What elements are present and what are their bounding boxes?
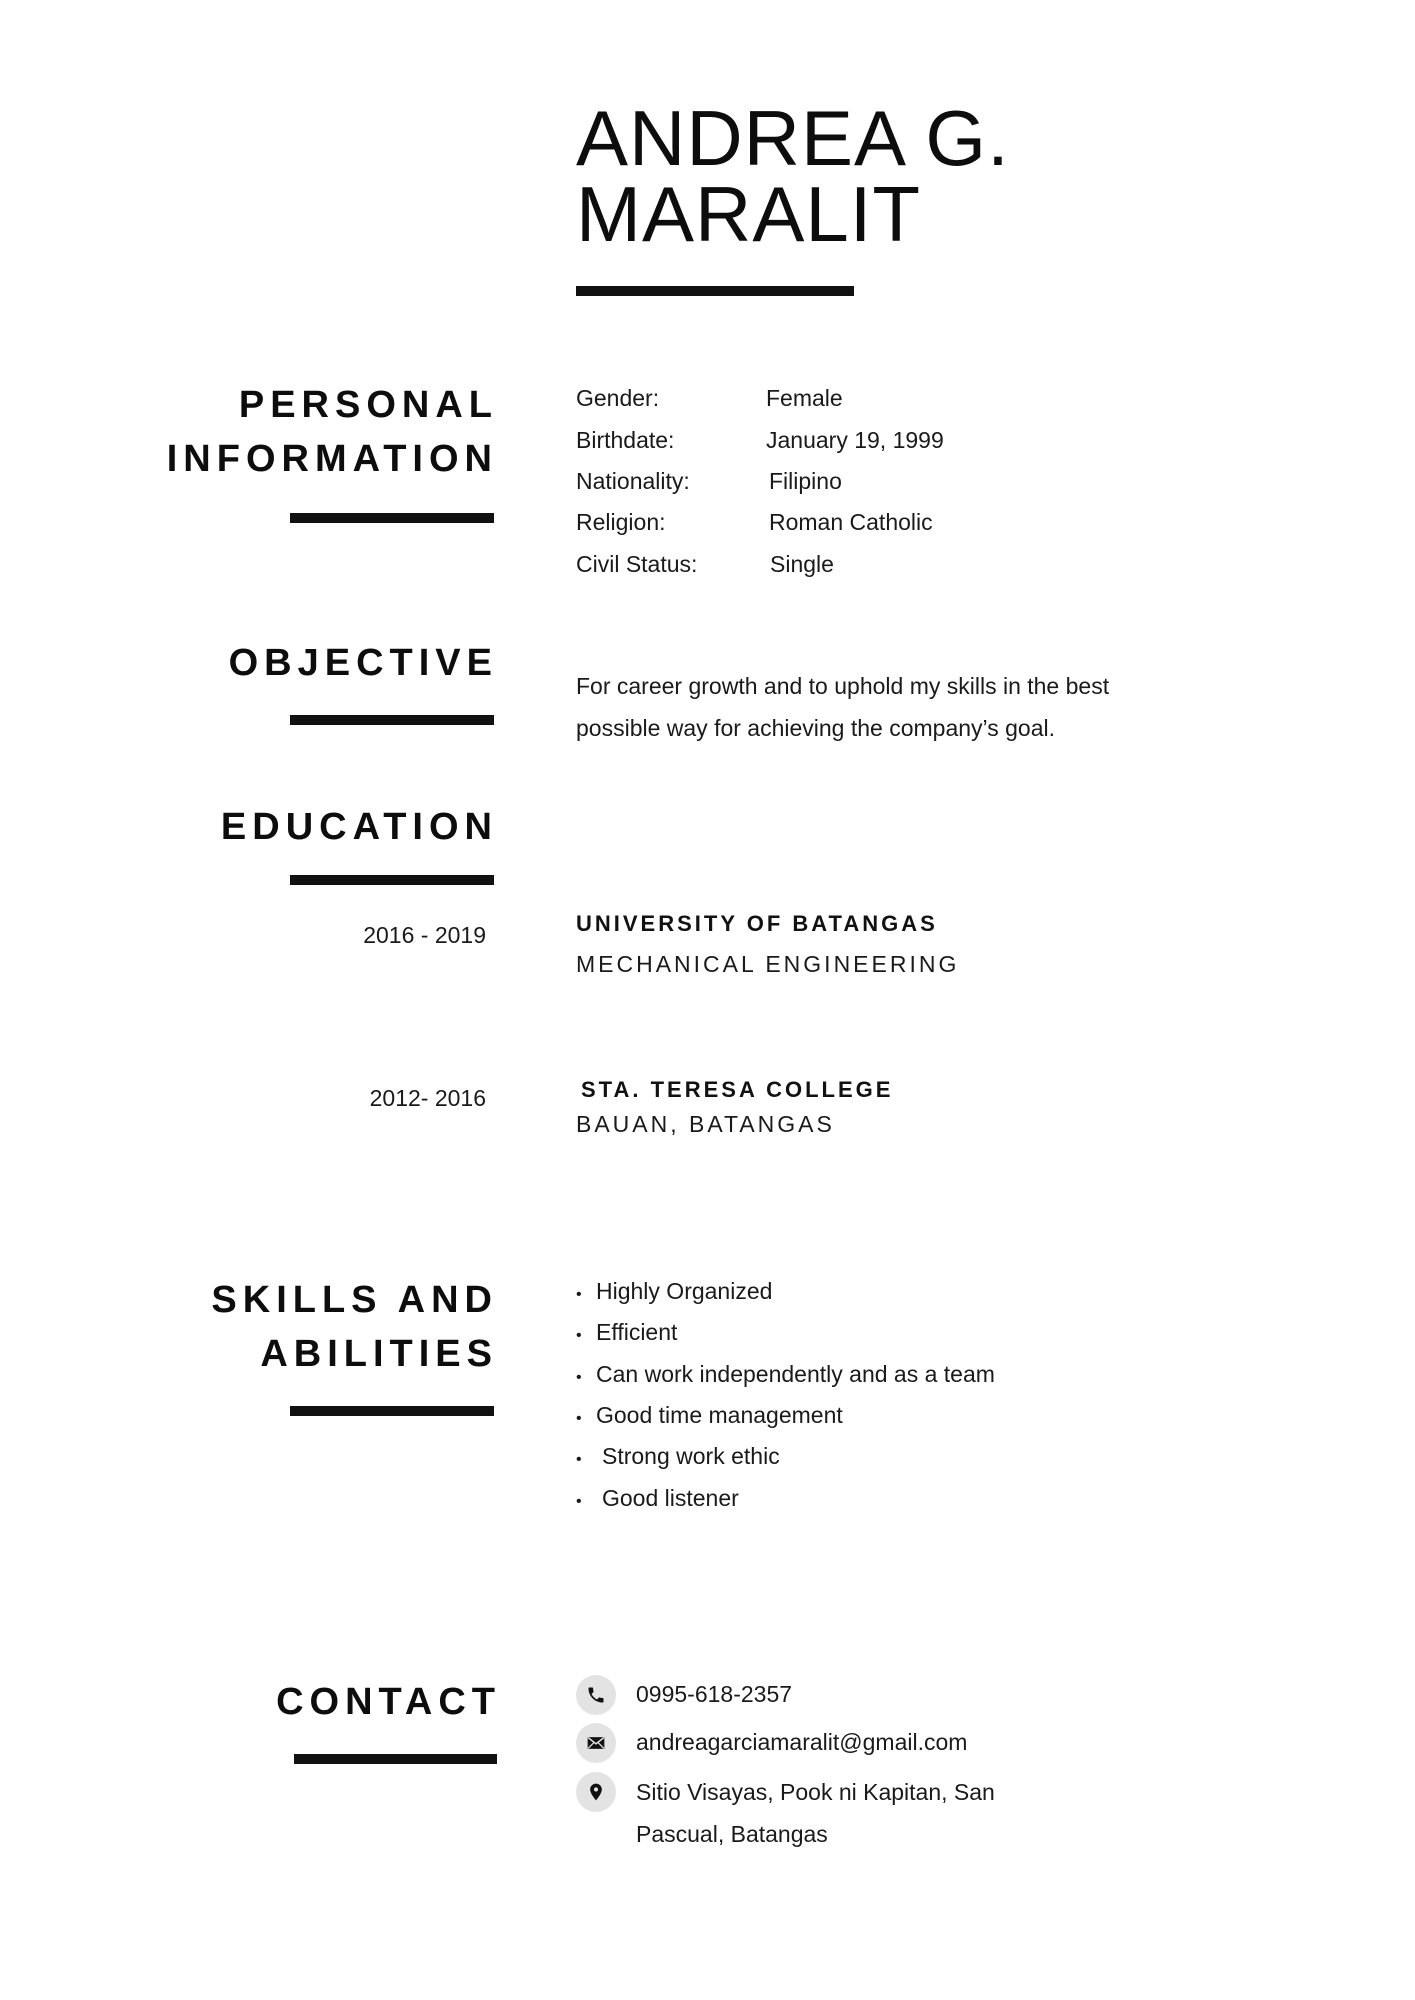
mail-icon xyxy=(576,1723,616,1763)
education-program: MECHANICAL ENGINEERING xyxy=(576,951,960,977)
info-label: Civil Status: xyxy=(576,551,698,577)
name-line-1: ANDREA G. xyxy=(576,94,1010,182)
personal-info-heading: PERSONAL INFORMATION xyxy=(166,384,498,480)
info-value: Roman Catholic xyxy=(769,509,933,535)
resume-name xyxy=(576,94,1336,258)
info-label: Religion: xyxy=(576,509,666,535)
phone-icon xyxy=(576,1675,616,1715)
education-years: 2012- 2016 xyxy=(369,1085,486,1111)
objective-line-2: possible way for achieving the company’s goal. xyxy=(576,715,1056,741)
contact-heading: CONTACT xyxy=(276,1681,501,1723)
name-line-2: MARALIT xyxy=(576,170,922,258)
info-value: Single xyxy=(770,551,834,577)
info-value: Filipino xyxy=(769,468,842,494)
skill-item: • Efficient xyxy=(576,1319,678,1345)
info-label: Gender: xyxy=(576,385,660,411)
objective-heading: OBJECTIVE xyxy=(228,642,498,684)
personal-info-underline xyxy=(290,513,494,523)
info-label: Nationality: xyxy=(576,468,690,494)
education-school: STA. TERESA COLLEGE xyxy=(581,1077,894,1102)
address-line-2: Pascual, Batangas xyxy=(636,1821,828,1847)
objective-underline xyxy=(290,715,494,725)
bullet: • xyxy=(576,1369,582,1386)
objective-line-1: For career growth and to uphold my skills in the best xyxy=(576,673,1110,699)
bullet: • xyxy=(576,1286,582,1303)
contact-phone: 0995-618-2357 xyxy=(636,1681,793,1707)
skill-item: • Good listener xyxy=(576,1485,739,1511)
skill-item: • Good time management xyxy=(576,1402,843,1428)
location-pin-icon xyxy=(576,1772,616,1812)
contact-underline xyxy=(294,1754,497,1764)
info-value: January 19, 1999 xyxy=(766,427,944,453)
education-school: UNIVERSITY OF BATANGAS xyxy=(576,911,938,936)
name-underline xyxy=(576,286,854,296)
skill-item: • Can work independently and as a team xyxy=(576,1361,995,1387)
skills-heading: SKILLS AND ABILITIES xyxy=(211,1279,498,1375)
education-years: 2016 - 2019 xyxy=(363,922,486,948)
bullet: • xyxy=(576,1493,582,1510)
bullet: • xyxy=(576,1327,582,1344)
bullet: • xyxy=(576,1451,582,1468)
bullet: • xyxy=(576,1410,582,1427)
education-heading: EDUCATION xyxy=(220,806,498,848)
objective-text xyxy=(576,665,1336,749)
contact-address xyxy=(636,1771,995,1855)
skills-underline xyxy=(290,1406,494,1416)
contact-email: andreagarciamaralit@gmail.com xyxy=(636,1729,968,1755)
info-value: Female xyxy=(766,385,843,411)
education-location: BAUAN, BATANGAS xyxy=(576,1111,835,1137)
skill-item: • Highly Organized xyxy=(576,1278,773,1304)
address-line-1: Sitio Visayas, Pook ni Kapitan, San xyxy=(636,1779,995,1805)
skill-item: • Strong work ethic xyxy=(576,1443,780,1469)
info-label: Birthdate: xyxy=(576,427,675,453)
education-underline xyxy=(290,875,494,885)
